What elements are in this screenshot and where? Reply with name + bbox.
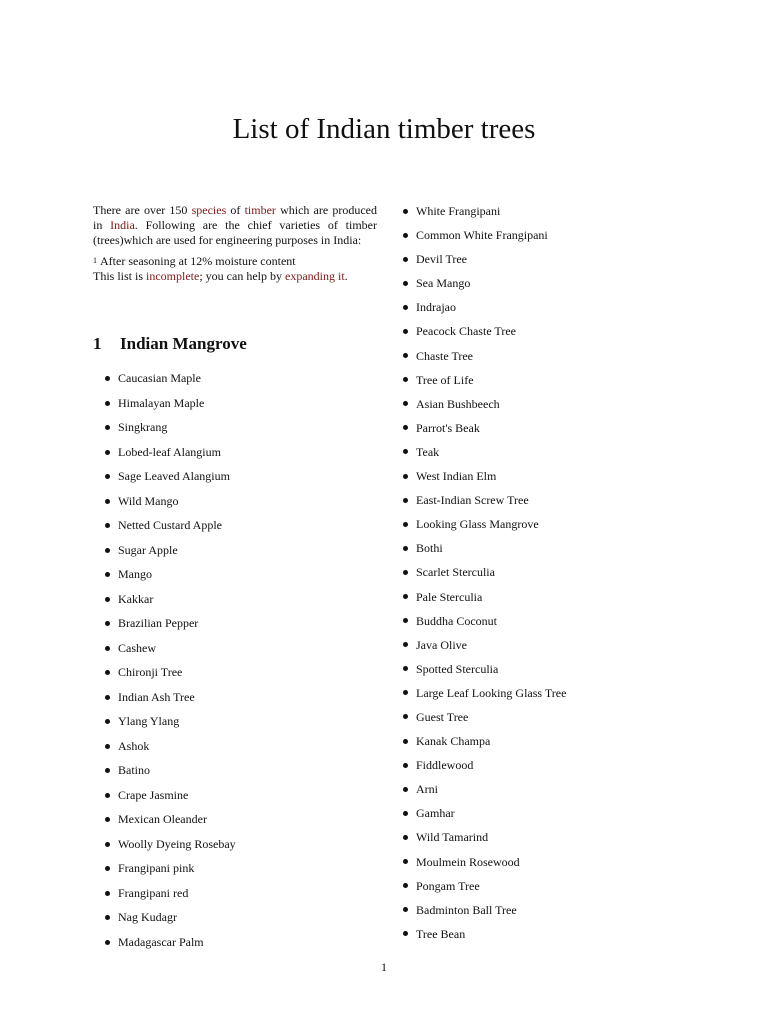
intro-text: of [226,203,245,217]
india-link[interactable]: India [110,218,135,232]
list-item: Parrot's Beak [403,416,703,440]
list-item: Tree of Life [403,368,703,392]
list-item: Nag Kudagr [105,905,377,930]
list-item: Frangipani red [105,881,377,906]
list-item: Large Leaf Looking Glass Tree [403,681,703,705]
tree-list-left [93,366,377,954]
list-item: Sugar Apple [105,538,377,563]
list-item: Caucasian Maple [105,366,377,391]
list-item: West Indian Elm [403,464,703,488]
tree-list-right [403,199,703,946]
intro-text: . Following are the chief varieties of timber (trees)which are used for engineering purposes in India: [93,218,377,247]
list-item: Peacock Chaste Tree [403,319,703,343]
list-item: Batino [105,758,377,783]
incomplete-link[interactable]: incomplete [146,269,200,283]
list-item: Teak [403,440,703,464]
list-item: Asian Bushbeech [403,392,703,416]
list-item: Tree Bean [403,922,703,946]
list-item: Indrajao [403,295,703,319]
section-title: Indian Mangrove [120,334,247,353]
intro-text: There are over 150 [93,203,192,217]
list-item: Mango [105,562,377,587]
list-item: Ashok [105,734,377,759]
list-item: Moulmein Rosewood [403,850,703,874]
list-item: Spotted Sterculia [403,657,703,681]
footnote-mark: 1 [93,256,97,265]
section-heading [93,332,377,356]
list-item: Wild Tamarind [403,825,703,849]
stub-notice [93,269,377,284]
list-item: Frangipani pink [105,856,377,881]
expanding-link[interactable]: expanding it [285,269,345,283]
stub-text: ; you can help by [199,269,285,283]
list-item: Common White Frangipani [403,223,703,247]
list-item: Kakkar [105,587,377,612]
list-item: Pale Sterculia [403,585,703,609]
list-item: White Frangipani [403,199,703,223]
list-item: Kanak Champa [403,729,703,753]
list-item: Wild Mango [105,489,377,514]
list-item: Cashew [105,636,377,661]
intro-text: which are produced in [93,203,378,232]
list-item: Pongam Tree [403,874,703,898]
list-item: Devil Tree [403,247,703,271]
list-item: Mexican Oleander [105,807,377,832]
list-item: Chaste Tree [403,344,703,368]
list-item: Madagascar Palm [105,930,377,955]
list-item: Ylang Ylang [105,709,377,734]
list-item: Gamhar [403,801,703,825]
list-item: Arni [403,777,703,801]
list-item: Scarlet Sterculia [403,560,703,584]
list-item: Java Olive [403,633,703,657]
list-item: Bothi [403,536,703,560]
list-item: Guest Tree [403,705,703,729]
intro-paragraph [93,203,377,248]
list-item: Buddha Coconut [403,609,703,633]
list-item: East-Indian Screw Tree [403,488,703,512]
list-item: Sea Mango [403,271,703,295]
list-item: Chironji Tree [105,660,377,685]
list-item: Badminton Ball Tree [403,898,703,922]
stub-text: . [344,269,348,283]
footnote [93,254,377,269]
list-item: Netted Custard Apple [105,513,377,538]
list-item: Looking Glass Mangrove [403,512,703,536]
list-item: Brazilian Pepper [105,611,377,636]
list-item: Woolly Dyeing Rosebay [105,832,377,857]
page-title: List of Indian timber trees [232,113,536,145]
list-item: Sage Leaved Alangium [105,464,377,489]
list-item: Fiddlewood [403,753,703,777]
list-item: Lobed-leaf Alangium [105,440,377,465]
list-item: Crape Jasmine [105,783,377,808]
list-item: Indian Ash Tree [105,685,377,710]
list-item: Singkrang [105,415,377,440]
left-column [93,203,377,954]
timber-link[interactable]: timber [244,203,276,217]
section-number: 1 [93,334,102,353]
stub-text: This list is [93,269,147,283]
right-column [403,199,703,946]
species-link[interactable]: species [191,203,227,217]
footnote-text: After seasoning at 12% moisture content [100,254,296,268]
page-number: 1 [381,960,387,974]
list-item: Himalayan Maple [105,391,377,416]
